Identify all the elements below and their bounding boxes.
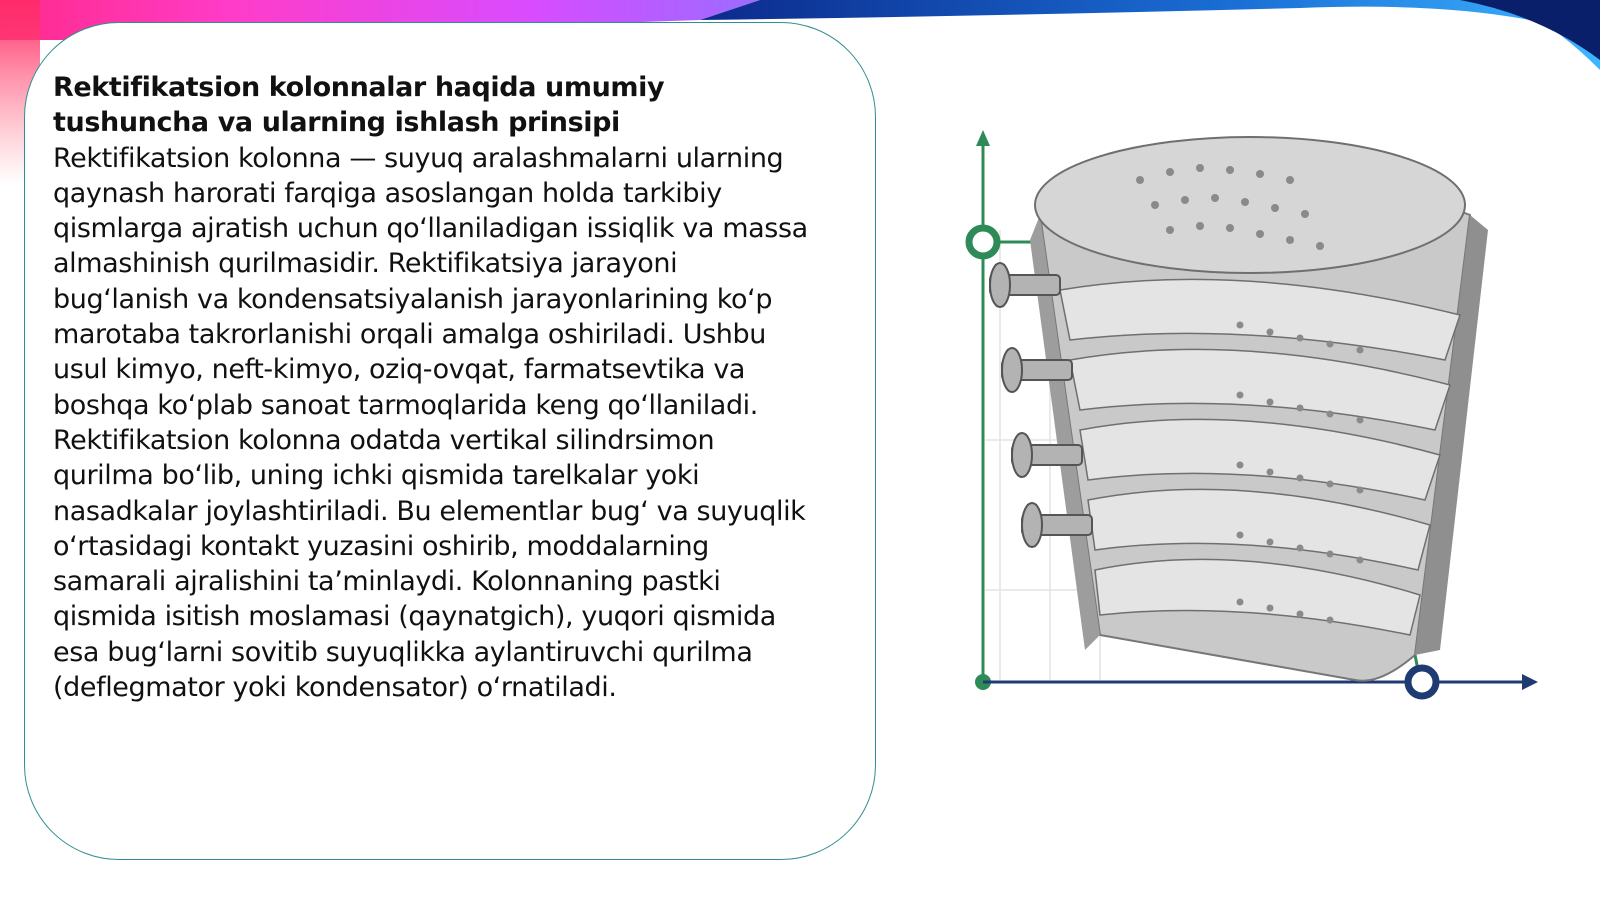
slide-title: Rektifikatsion kolonnalar haqida umumiy tushuncha va ularning ishlash prinsipi	[53, 72, 665, 139]
distillation-column-icon	[940, 110, 1560, 730]
slide-body: Rektifikatsion kolonna — suyuq aralashmalarni ularning qaynash harorati farqiga asoslangan holda tarkibiy qismlarga ajratish uchun qo‘llaniladigan issiqlik va massa almashinish qurilmasidir. Rektifikatsiya jarayoni bug‘lanish va kondensatsiyalanish jarayonlarining ko‘p marotaba takrorlanishi orqali amalga oshiriladi. Ushbu usul kimyo, neft-kimyo, oziq-ovqat, farmatsevtika va boshqa ko‘plab sanoat tarmoqlarida keng qo‘llaniladi. Rektifikatsion kolonna odatda vertikal silindrsimon qurilma bo‘lib, uning ichki qismida tarelkalar yoki nasadkalar joylashtiriladi. Bu elementlar bug‘ va suyuqlik o‘rtasidagi kontakt yuzasini oshirib, moddalarning samarali ajralishini ta’minlaydi. Kolonnaning pastki qismida isitish moslamasi (qaynatgich), yuqori qismida esa bug‘larni sovitib suyuqlikka aylantiruvchi qurilma (deflegmator yoki kondensator) o‘rnatiladi.	[53, 142, 808, 704]
slide-text	[53, 70, 813, 705]
